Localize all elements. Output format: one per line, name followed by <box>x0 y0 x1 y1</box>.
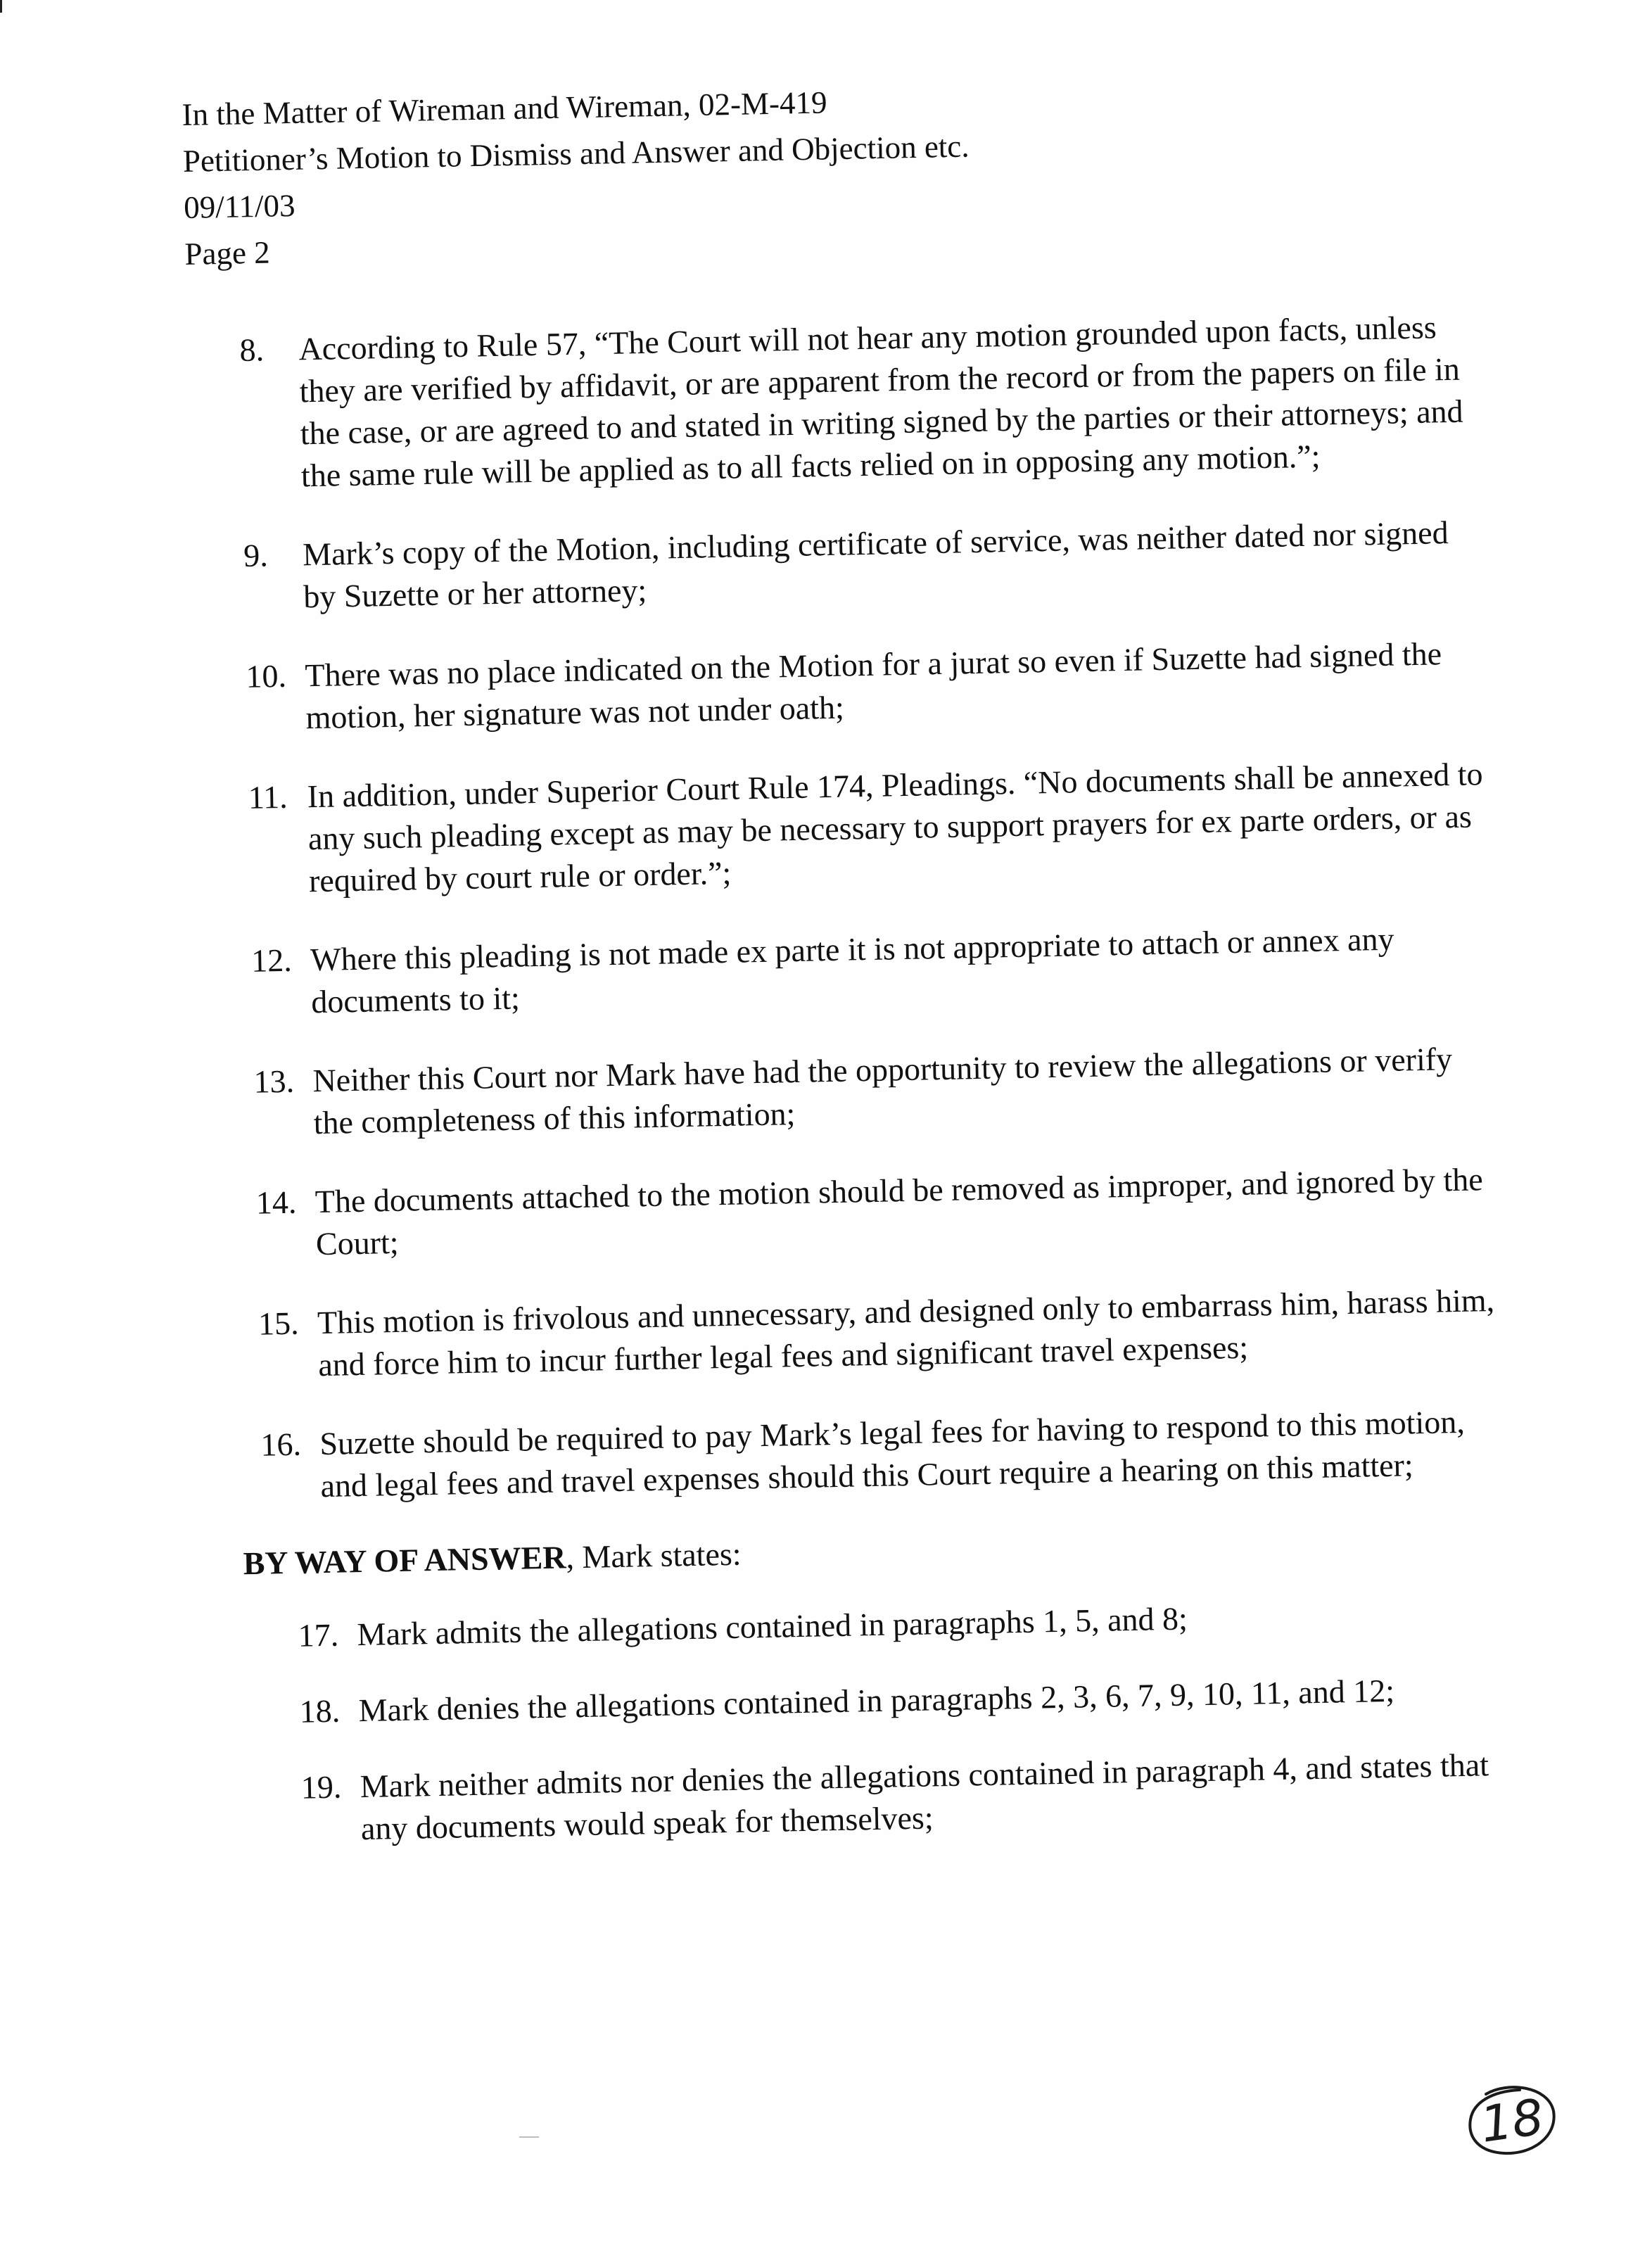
answer-heading <box>243 1519 1501 1585</box>
page-stamp-number: 18 <box>1477 2088 1547 2154</box>
paragraph-8 <box>239 305 1480 498</box>
handwritten-page-number <box>1465 2081 1559 2160</box>
paragraph-number: 8. <box>239 331 265 368</box>
paragraph-16 <box>260 1400 1500 1509</box>
header-title-line: Petitioner’s Motion to Dismiss and Answer and Objection etc. <box>182 128 970 179</box>
paragraph-text: The documents attached to the motion should be removed as improper, and ignored by the Court; <box>314 1161 1484 1262</box>
paragraph-text: Mark denies the allegations contained in paragraphs 2, 3, 6, 7, 9, 10, 11, and 12; <box>358 1672 1395 1729</box>
header-date-line: 09/11/03 <box>183 187 296 225</box>
paragraph-9 <box>243 511 1483 619</box>
paragraph-text: Suzette should be required to pay Mark’s legal fees for having to respond to this motion, and legal fees and travel expenses should this Court require a hearing on this matter; <box>319 1403 1466 1504</box>
paragraph-text: In addition, under Superior Court Rule 174, Pleadings. “No documents shall be annexed to any such pleading except as may be necessary to support prayers for ex parte orders, or as required by court rule or order.”; <box>307 756 1483 899</box>
paragraph-text: Neither this Court nor Mark have had the opportunity to review the allegations or verify the completeness of this information; <box>312 1041 1453 1141</box>
paragraph-text: According to Rule 57, “The Court will not hear any motion grounded upon facts, unless they are verified by affidavit, or are apparent from the record or from the papers on file in the case, or are agreed to and stated in writing signed by the parties or their attorneys; and the same rule will be applied as to all facts relied on in opposing any motion.”; <box>298 309 1463 494</box>
scan-speck <box>519 2136 539 2138</box>
paragraph-number: 10. <box>245 657 287 695</box>
paragraph-text: Mark admits the allegations contained in paragraphs 1, 5, and 8; <box>357 1600 1188 1653</box>
header-page-line: Page 2 <box>184 234 271 272</box>
paragraph-text: Mark neither admits nor denies the allegations contained in paragraph 4, and states that any documents would speak for themselves; <box>360 1747 1489 1847</box>
paragraph-number: 17. <box>298 1616 339 1654</box>
paragraph-number: 16. <box>260 1426 302 1463</box>
paragraph-10 <box>246 632 1485 740</box>
paragraph-number: 13. <box>253 1063 295 1100</box>
paragraph-15 <box>258 1279 1498 1388</box>
paragraph-text: There was no place indicated on the Motion for a jurat so even if Suzette had signed the motion, her signature was not under oath; <box>304 635 1442 736</box>
paragraph-18 <box>299 1668 1504 1733</box>
header-case-line: In the Matter of Wireman and Wireman, 02-M-419 <box>182 84 827 132</box>
paragraph-14 <box>255 1158 1495 1267</box>
paragraph-number: 18. <box>299 1692 341 1730</box>
paragraph-number: 9. <box>243 537 269 573</box>
paragraph-text: Where this pleading is not made ex parte it is not appropriate to attach or annex any documents to it; <box>310 920 1394 1020</box>
answer-heading-bold: BY WAY OF ANSWER <box>243 1539 566 1582</box>
paragraph-text: Mark’s copy of the Motion, including certificate of service, was neither dated nor signed by Suzette or her attorney; <box>302 514 1449 615</box>
scan-edge-mark <box>0 0 2 13</box>
paragraph-13 <box>253 1037 1493 1146</box>
paragraph-11 <box>248 753 1488 904</box>
document-body <box>239 305 1507 1885</box>
paragraph-number: 12. <box>250 942 293 979</box>
paragraph-number: 14. <box>255 1184 297 1221</box>
paragraph-12 <box>251 916 1491 1025</box>
paragraph-number: 19. <box>300 1768 342 1806</box>
paragraph-17 <box>298 1592 1503 1657</box>
answer-heading-rest: , Mark states: <box>565 1535 742 1576</box>
paragraph-19 <box>300 1744 1506 1851</box>
answer-list <box>298 1592 1506 1851</box>
paragraph-number: 11. <box>248 778 288 816</box>
paragraph-number: 15. <box>258 1305 300 1342</box>
document-header <box>182 68 1381 277</box>
paragraph-text: This motion is frivolous and unnecessary, and designed only to embarrass him, harass him, and force him to incur further legal fees and significant travel expenses; <box>317 1282 1495 1383</box>
